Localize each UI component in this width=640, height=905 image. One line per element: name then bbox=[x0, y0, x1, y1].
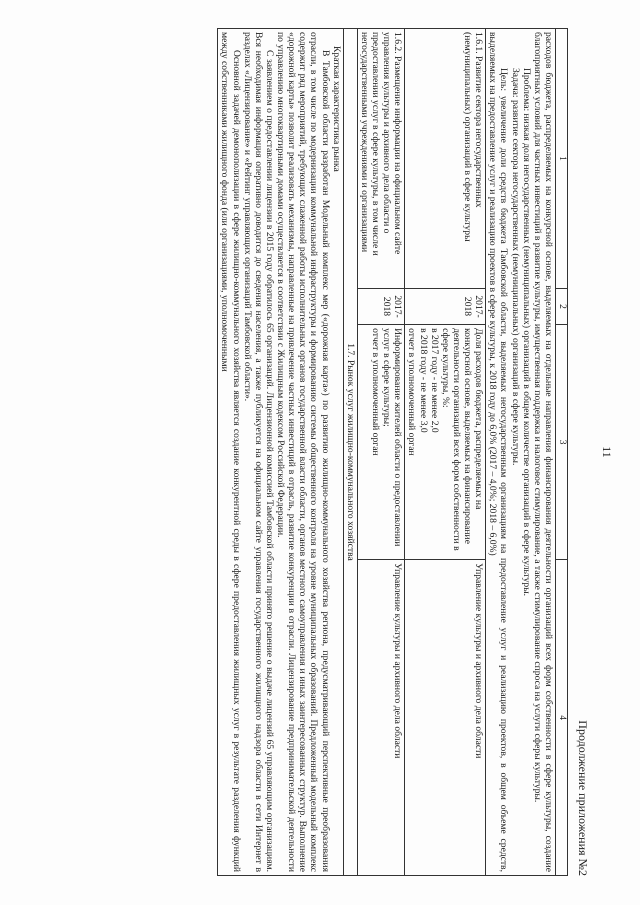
measure-indicator bbox=[357, 325, 405, 560]
measure-indicator bbox=[405, 325, 486, 560]
intro-cell bbox=[486, 29, 556, 876]
rotated-content bbox=[60, 22, 620, 882]
section-row bbox=[343, 29, 357, 876]
header-col-3: 3 bbox=[555, 325, 567, 560]
market-paragraph: Основной задачей демонополизации в сфере жилищно-коммунального хозяйства является создание конкурентной среды в сфере предоставления жилищных услуг в результате разделения функций между собственниками жилищного фонда (или организациями, уполномоченными bbox=[219, 32, 242, 872]
intro-paragraph: расходов бюджета, распределяемых на конкурсной основе, выделяемых на отдельные направления финансирования деятельности организаций всех форм собственности в сфере культуры, создание благоприятных условий для частных инвестиций в развитие культуры, имущественная поддержка и налоговое стимулирование, а также стимулирование спроса на услуги сферы культуры. bbox=[531, 32, 554, 872]
problem-paragraph: Проблема: низкая доля негосударственных (немуниципальных) организаций в общем количестве организаций в сфере культуры. bbox=[520, 68, 532, 597]
measure-responsible: Управление культуры и архивного дела области bbox=[405, 560, 486, 876]
task-paragraph: Задача: развитие сектора негосударственных (немуниципальных) организаций в сфере культуры. bbox=[509, 68, 521, 466]
header-col-4: 4 bbox=[555, 560, 567, 876]
header-col-1: 1 bbox=[555, 29, 567, 289]
market-description-cell bbox=[218, 29, 343, 876]
lower-row bbox=[218, 29, 343, 876]
measure-title: 1.6.2. Размещение информации на официальном сайте управления культуры и архивного дела области о предоставлении услуг в сфере культуры, в том числе и негосударственными учреждениями и организациями bbox=[357, 29, 405, 289]
goal-paragraph: Цель: увеличение доли средств бюджета Тамбовской области, выделяемых негосударственным организациям на предоставление услуг и реализацию проектов, в общем объеме средств, выделяемых на предоставление услуг и реализацию проектов в сфере культуры, к 2018 году до 6,0% (2017 – 4,0%; 2018 – 6,0%) bbox=[487, 32, 510, 872]
indicator-text: Информирование жителей области о предоставлении услуг в сфере культуры; bbox=[381, 328, 404, 547]
intro-row bbox=[486, 29, 556, 876]
table-header-row bbox=[555, 29, 567, 876]
measure-title: 1.6.1. Развитие сектора негосударственных (немуниципальных) организаций в сфере культуры bbox=[405, 29, 486, 289]
indicator-2018: в 2018 году - не менее 3,0 bbox=[417, 328, 429, 433]
measure-period: 2017-2018 bbox=[357, 288, 405, 324]
measures-table bbox=[217, 28, 568, 876]
indicator-text: Доля расходов бюджета, распределяемых на конкурсной основе, выделяемых на финансирование деятельности организаций всех форм собственности в сфере культуры, %: bbox=[439, 328, 485, 551]
continued-label: Продолжение приложения №2 bbox=[576, 720, 590, 876]
market-paragraph: С заявлением о предоставлении лицензии в 2015 году обратилось 65 организаций. Лицензионной комиссией Тамбовской области принято решение о выдаче лицензий 65 управляющим организациям. Вся необходимая информация оперативно доводится до сведения населения, а также публикуется на официальном сайте управления государственного жилищного надзора области в сети Интернет в разделах «Лицензирование» и «Рейтинг управляющих организаций Тамбовской области». bbox=[241, 32, 275, 872]
table-row bbox=[357, 29, 405, 876]
measure-responsible: Управление культуры и архивного дела области bbox=[357, 560, 405, 876]
indicator-report: отчет в уполномоченный орган bbox=[406, 328, 418, 456]
market-paragraph: В Тамбовской области разработан Модельный комплекс мер («дорожная карта») по развитию жилищно-коммунального хозяйства региона, предусматривающий перспективные преобразования отрасли, в том числе по модернизации коммунальной инфраструктуры и формированию системы общественного контроля на уровне муниципальных образований. Предложенный модельный комплекс содержит ряд мероприятий, требующих слаженной работы исполнительных органов государственной власти области, органов местного самоуправления и иных заинтересованных структур. Выполнение «дорожной карты» позволит реализовать механизмы, направленные на привлечение частных инвестиций в отрасль, развитие конкуренции в отрасли. Лицензирование предпринимательской деятельности по управлению многоквартирными домами осуществляется в соответствии с Жилищным кодексом Российской Федерации. bbox=[275, 32, 331, 872]
indicator-2017: в 2017 году - не менее 2,0 bbox=[428, 328, 440, 433]
indicator-report: отчет в уполномоченный орган bbox=[370, 328, 382, 456]
page-number: 11 bbox=[600, 446, 614, 458]
header-col-2: 2 bbox=[555, 288, 567, 324]
market-heading: Краткая характеристика рынка bbox=[330, 46, 342, 172]
measure-period: 2017-2018 bbox=[405, 288, 486, 324]
table-row bbox=[405, 29, 486, 876]
section-title: 1.7. Рынок услуг жилищно-коммунального хозяйства bbox=[343, 29, 357, 876]
